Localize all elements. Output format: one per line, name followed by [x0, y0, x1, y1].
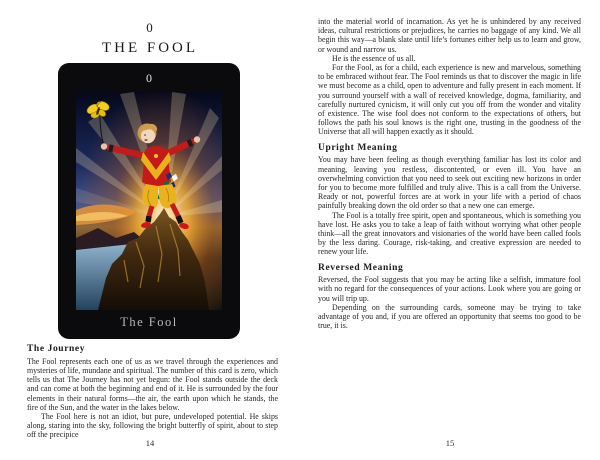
- fool-left-cuff: [109, 148, 113, 149]
- section-heading-journey: The Journey: [27, 344, 86, 354]
- fool-brooch: [154, 154, 158, 158]
- paragraph: Reversed, the Fool suggests that you may be acting like a selfish, immature fool with no regard for the consequences of your actions. Look where you are going or you will trip up.: [318, 275, 581, 303]
- page-title: THE FOOL: [101, 40, 199, 56]
- fool-eye: [144, 134, 146, 136]
- left-page-text: [27, 345, 278, 440]
- paragraph: The Fool represents each one of us as we travel through the experiences and mysteries of life, mundane and spiritual. The number of this card is zero, which tells us that The Journey has not yet begun: the Fool stands outside the deck and can come at both the beginning and end of it. He is surrounded by the four elements in their natural forms—the air, the earth upon which he stands, the fire of the Sun, and the water in the lakes below.: [27, 356, 278, 412]
- section-heading-upright: Upright Meaning: [318, 142, 398, 153]
- arcana-number: 0: [146, 20, 154, 35]
- fool-left-sock: [148, 216, 149, 222]
- paragraph: You may have been feeling as though everything familiar has lost its color and meaning, leaving you restless, discontented, or even ill. You have an overwhelming conviction that you need to seek out exciting new horizons in order for you to become more fulfilled and truly alive. This is a call from the Universe. Ready or not, powerful forces are at work in your life with a period of chaos painfully breaking down the old order so that a new one can emerge.: [318, 155, 581, 211]
- paragraph: The Fool is a totally free spirit, open and spontaneous, which is something you have lost. He asks you to take a leap of faith without worrying what other people think—all the great innovators and visionaries of the world have been called fools by the less daring. Courage, risk-taking, and creative expression are needed to renew your life.: [318, 210, 581, 257]
- fool-right-cuff: [188, 142, 192, 144]
- page-right: [300, 0, 600, 460]
- paragraph: The Fool here is not an idiot, but pure, undeveloped potential. He skips along, staring into the sky, following the bright butterfly of spirit, about to step off the precipice: [27, 411, 278, 440]
- fool-left-hand: [101, 143, 107, 149]
- fool-right-sock: [178, 216, 181, 223]
- card-number-label: 0: [146, 71, 152, 85]
- tarot-card: [58, 63, 240, 339]
- fool-face: [141, 129, 155, 143]
- fool-right-hand: [194, 136, 200, 142]
- paragraph: He is the essence of us all.: [332, 53, 416, 63]
- fool-card-illustration: [76, 92, 222, 310]
- paragraph: For the Fool, as for a child, each experience is new and marvelous, something to be embraced without fear. The Fool reminds us that to discover the magic in life we must become as a child, open to adventure and fully present in each moment. If you surround yourself with a wall of received knowledge, dogma, familiarity, and carefully nurtured cynicism, it will only cut you off from the wonder and vitality of existence. The wise fool does not conform to the expectations of others, but follows the path his soul knows is the right one, trusting in the goodness of the Universe that all will happen exactly as it should.: [318, 63, 581, 137]
- paragraph: into the material world of incarnation. As yet he is unhindered by any received ideas, cultural restrictions or prejudices, he carries no baggage of any kind. We all begin this way—a blank slate until life’s fortunes either help us to learn and grow, or wound and narrow us.: [318, 17, 581, 54]
- right-page-text: [318, 17, 581, 331]
- paragraph: Depending on the surrounding cards, someone may be trying to take advantage of you and, if you are offered an opportunity that seems too good to be true, it is.: [318, 302, 581, 331]
- section-heading-reversed: Reversed Meaning: [318, 262, 404, 273]
- page-number-right: 15: [445, 438, 455, 448]
- card-caption: The Fool: [120, 315, 178, 329]
- fool-mouth: [144, 139, 147, 141]
- fool-left-leg: [149, 206, 152, 216]
- page-number-left: 14: [145, 438, 155, 448]
